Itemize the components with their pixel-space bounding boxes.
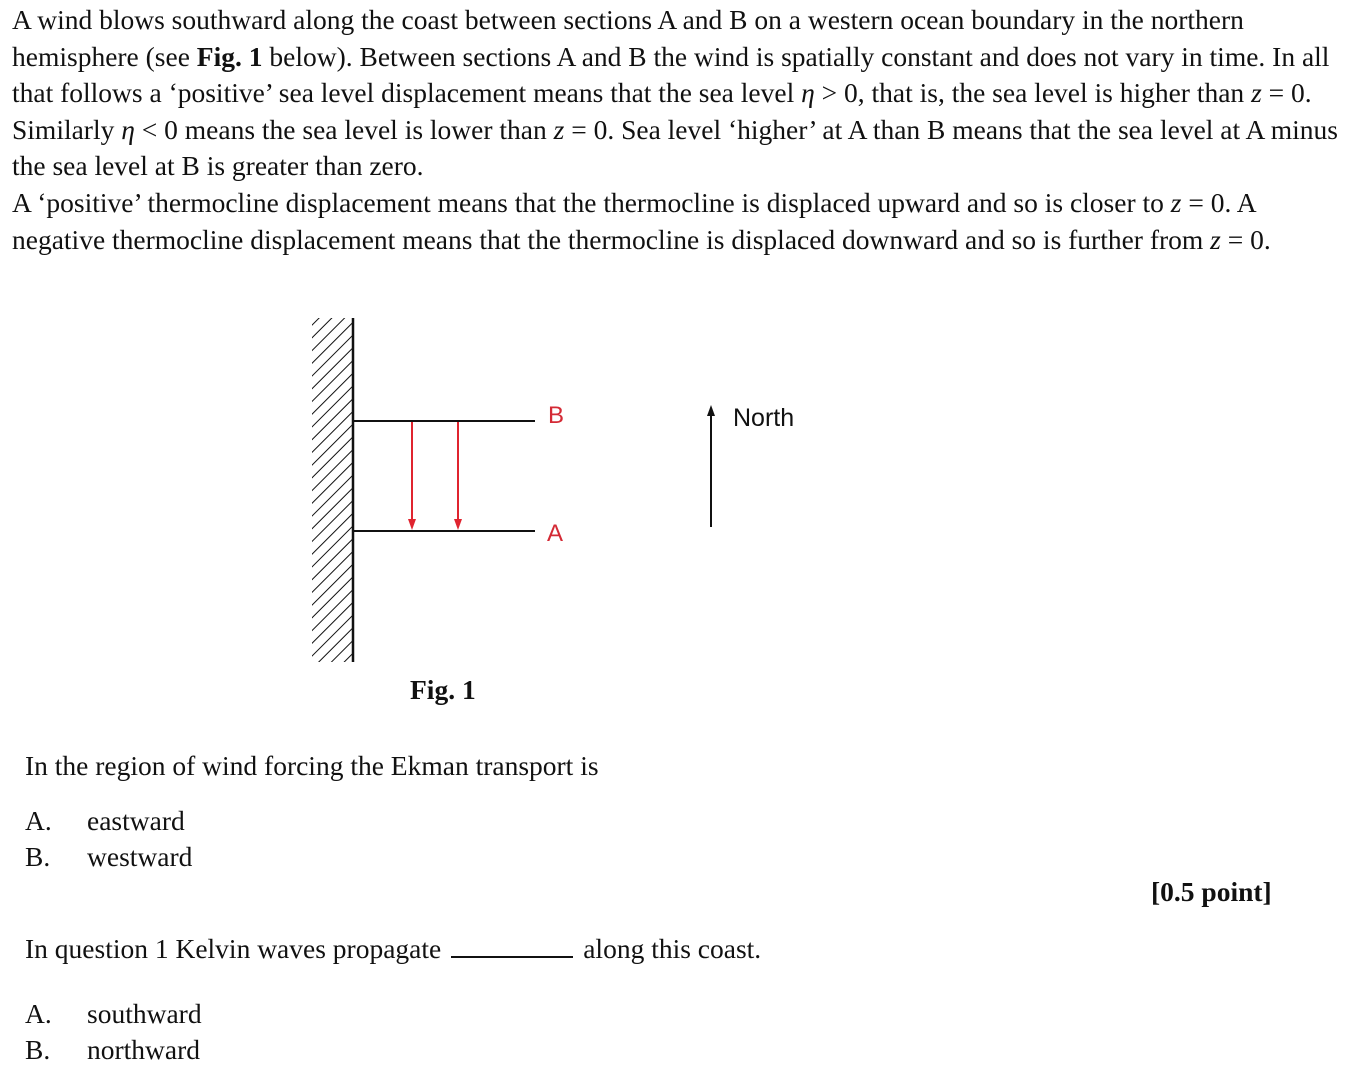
figure-caption: Fig. 1	[410, 674, 476, 705]
intro-paragraph-1: A wind blows southward along the coast between sections A and B on a western ocean boundary in the northern hemisphere (see Fig. 1 below). Between sections A and B the wind is spatially constant and does not vary in time. In all that follows a ‘positive’ sea level displacement means that the sea level η > 0, that is, the sea level is higher than z = 0. Similarly η < 0 means the sea level is lower than z = 0. Sea level ‘higher’ at A than B means that the sea level at A minus the sea level at B is greater than zero.	[12, 4, 1338, 182]
section-b-label: B	[548, 402, 565, 429]
question-2-option-a[interactable]: A. southward	[25, 998, 202, 1029]
question-1-option-b[interactable]: B. westward	[25, 841, 193, 872]
intro-paragraph-2: A ‘positive’ thermocline displacement means that the thermocline is displaced upward and so is closer to z = 0. A negative thermocline displacement means that the thermocline is displaced downward and so is further from z = 0.	[12, 186, 1271, 255]
wind-arrow-1	[408, 422, 416, 530]
coastline-hatching	[312, 318, 352, 662]
north-label: North	[733, 404, 795, 432]
answer-blank[interactable]	[451, 932, 573, 958]
north-arrow	[707, 405, 715, 527]
question-1-stem: In the region of wind forcing the Ekman transport is	[25, 750, 599, 781]
intro-text	[12, 2, 1340, 258]
question-2-stem: In question 1 Kelvin waves propagate along this coast.	[25, 933, 762, 964]
fig-reference: Fig. 1	[196, 40, 263, 72]
question-2-option-b[interactable]: B. northward	[25, 1034, 201, 1065]
points-label: [0.5 point]	[1151, 876, 1272, 907]
question-1-option-a[interactable]: A. eastward	[25, 805, 185, 836]
coast-diagram	[0, 300, 900, 670]
wind-arrow-2	[454, 422, 462, 530]
section-a-label: A	[547, 520, 564, 547]
